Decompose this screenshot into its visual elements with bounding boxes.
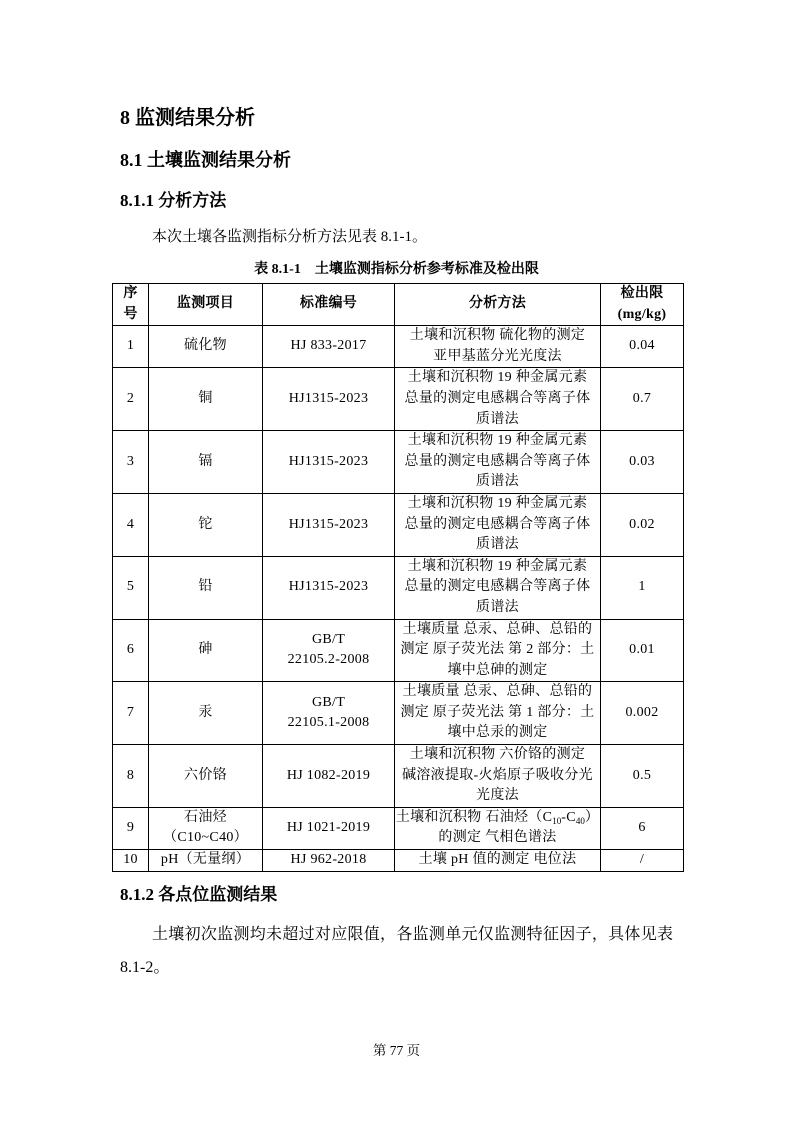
cell-line: 质谱法 (476, 411, 519, 427)
cell-limit (601, 682, 684, 745)
cell-line (395, 808, 600, 829)
cell-line: 铊 (198, 516, 213, 532)
cell-index (113, 493, 149, 556)
cell-line: （C10~C40） (163, 830, 248, 846)
cell-item (149, 850, 263, 872)
table-body (113, 326, 684, 871)
cell-index (113, 850, 149, 872)
table-row (113, 745, 684, 808)
subsection-heading-methods: 8.1.1 分析方法 (120, 191, 227, 210)
cell-index (113, 326, 149, 368)
subscript: 10 (552, 815, 562, 826)
cell-line: 质谱法 (476, 537, 519, 553)
page-number: 第 77 页 (372, 1043, 421, 1058)
cell-text-segment: ） (584, 809, 600, 825)
cell-line: 光度法 (476, 788, 519, 804)
table-header-cell (149, 284, 263, 326)
cell-line: 6 (126, 642, 135, 658)
table-header-cell (113, 284, 149, 326)
cell-line: pH（无量纲） (160, 852, 251, 868)
cell-line: 22105.2-2008 (287, 652, 370, 668)
cell-line: 土壤质量 总汞、总砷、总铅的 (402, 684, 593, 700)
cell-line: 4 (126, 516, 135, 532)
cell-standard (263, 493, 395, 556)
cell-limit (601, 368, 684, 431)
cell-line: 土壤和沉积物 19 种金属元素 (407, 370, 588, 386)
cell-limit (601, 431, 684, 494)
cell-method (395, 807, 601, 849)
cell-line: 土壤质量 总汞、总砷、总铅的 (402, 621, 593, 637)
table-row (113, 556, 684, 619)
cell-line: 总量的测定电感耦合等离子体 (404, 453, 591, 469)
cell-method (395, 556, 601, 619)
cell-index (113, 807, 149, 849)
table-row (113, 619, 684, 682)
cell-line: 3 (126, 453, 135, 469)
cell-line: 0.002 (625, 704, 659, 720)
cell-item (149, 431, 263, 494)
cell-line: HJ 962-2018 (290, 852, 367, 868)
cell-line: 土壤和沉积物 硫化物的测定 (409, 328, 586, 344)
table-header-line: 序 (123, 286, 138, 301)
cell-standard (263, 807, 395, 849)
cell-standard (263, 368, 395, 431)
cell-method (395, 745, 601, 808)
cell-index (113, 431, 149, 494)
table-row (113, 807, 684, 849)
cell-text-segment: -C (561, 809, 576, 825)
table-caption: 表 8.1-1 土壤监测指标分析参考标准及检出限 (254, 262, 539, 277)
cell-index (113, 368, 149, 431)
cell-line: 六价铬 (184, 767, 227, 783)
table-header-line: (mg/kg) (617, 306, 667, 322)
cell-standard (263, 431, 395, 494)
cell-line: 壤中总砷的测定 (447, 662, 548, 678)
cell-line: 铅 (198, 579, 213, 595)
cell-line: 的测定 气相色谱法 (438, 830, 557, 846)
cell-line: HJ 833-2017 (290, 338, 367, 354)
cell-limit (601, 493, 684, 556)
cell-standard (263, 682, 395, 745)
table-row (113, 682, 684, 745)
table-header-cell (395, 284, 601, 326)
cell-standard (263, 850, 395, 872)
chapter-heading: 8 监测结果分析 (120, 107, 255, 129)
section-heading: 8.1 土壤监测结果分析 (120, 150, 291, 170)
cell-line: 土壤和沉积物 19 种金属元素 (407, 495, 588, 511)
cell-item (149, 493, 263, 556)
cell-line: 砷 (198, 642, 213, 658)
cell-method (395, 368, 601, 431)
cell-line: 石油烃 (184, 809, 227, 825)
cell-standard (263, 556, 395, 619)
cell-line: 壤中总汞的测定 (447, 725, 548, 741)
cell-line: 镉 (198, 453, 213, 469)
cell-line: 测定 原子荧光法 第 1 部分：土 (400, 704, 595, 720)
table-row (113, 326, 684, 368)
table-row (113, 850, 684, 872)
methods-intro-paragraph: 本次土壤各监测指标分析方法见表 8.1-1。 (152, 229, 427, 245)
cell-item (149, 682, 263, 745)
cell-standard (263, 326, 395, 368)
cell-line: 8 (126, 767, 135, 783)
cell-limit (601, 556, 684, 619)
cell-limit (601, 850, 684, 872)
table-header-row (113, 284, 684, 326)
cell-line: GB/T (311, 631, 346, 647)
cell-line: 质谱法 (476, 474, 519, 490)
cell-index (113, 682, 149, 745)
cell-line: 0.7 (632, 390, 652, 406)
cell-line: HJ1315-2023 (288, 453, 369, 469)
table-row (113, 368, 684, 431)
cell-line: 22105.1-2008 (287, 715, 370, 731)
cell-index (113, 556, 149, 619)
cell-line: 总量的测定电感耦合等离子体 (404, 390, 591, 406)
cell-line: 2 (126, 390, 135, 406)
cell-line: 9 (126, 820, 135, 836)
cell-line: / (639, 852, 645, 868)
cell-line: 7 (126, 704, 135, 720)
cell-line: 10 (123, 852, 138, 868)
results-paragraph: 土壤初次监测均未超过对应限值，各监测单元仅监测特征因子，具体见表 8.1-2。 (120, 926, 673, 976)
cell-limit (601, 326, 684, 368)
cell-method (395, 326, 601, 368)
cell-line: 铜 (198, 390, 213, 406)
cell-item (149, 745, 263, 808)
cell-line: HJ 1021-2019 (286, 820, 371, 836)
cell-method (395, 431, 601, 494)
table-head (113, 284, 684, 326)
cell-item (149, 619, 263, 682)
cell-line: 0.03 (629, 453, 655, 469)
cell-method (395, 682, 601, 745)
table-header-cell (263, 284, 395, 326)
cell-limit (601, 745, 684, 808)
cell-method (395, 619, 601, 682)
cell-line: 0.01 (629, 642, 655, 658)
cell-line: 土壤和沉积物 六价铬的测定 (409, 747, 586, 763)
subsection-heading-results: 8.1.2 各点位监测结果 (120, 885, 278, 904)
cell-line: 总量的测定电感耦合等离子体 (404, 516, 591, 532)
cell-line: 测定 原子荧光法 第 2 部分：土 (400, 642, 595, 658)
cell-line: 0.04 (629, 338, 655, 354)
cell-standard (263, 745, 395, 808)
cell-standard (263, 619, 395, 682)
cell-line: 总量的测定电感耦合等离子体 (404, 579, 591, 595)
cell-line: 汞 (198, 704, 213, 720)
cell-limit (601, 619, 684, 682)
cell-limit (601, 807, 684, 849)
table-header-line: 分析方法 (468, 296, 527, 312)
cell-line: 土壤和沉积物 19 种金属元素 (407, 558, 588, 574)
cell-line: 0.02 (629, 516, 655, 532)
cell-line: 碱溶液提取-火焰原子吸收分光 (402, 767, 593, 783)
table-header-cell (601, 284, 684, 326)
cell-line: 质谱法 (476, 599, 519, 615)
cell-item (149, 368, 263, 431)
cell-method (395, 850, 601, 872)
cell-line: 1 (638, 579, 646, 595)
cell-item (149, 556, 263, 619)
cell-index (113, 745, 149, 808)
cell-line: 6 (638, 820, 646, 836)
cell-item (149, 807, 263, 849)
cell-line: 0.5 (632, 767, 652, 783)
cell-line: 5 (126, 579, 135, 595)
cell-line: 亚甲基蓝分光光度法 (433, 348, 562, 364)
cell-line: 土壤 pH 值的测定 电位法 (418, 852, 577, 868)
cell-index (113, 619, 149, 682)
cell-line: 硫化物 (184, 338, 227, 354)
table-header-line: 标准编号 (299, 296, 358, 312)
cell-line: GB/T (311, 694, 346, 710)
cell-line: HJ1315-2023 (288, 579, 369, 595)
cell-text-segment: 土壤和沉积物 石油烃（C (395, 809, 553, 825)
cell-line: 土壤和沉积物 19 种金属元素 (407, 433, 588, 449)
cell-method (395, 493, 601, 556)
cell-line: HJ1315-2023 (288, 516, 369, 532)
cell-line: HJ1315-2023 (288, 390, 369, 406)
table-row (113, 431, 684, 494)
analysis-methods-table (112, 283, 684, 872)
cell-line: 1 (126, 338, 135, 354)
subscript: 40 (575, 815, 585, 826)
table-header-line: 监测项目 (176, 296, 235, 312)
table-header-line: 号 (123, 306, 138, 322)
table-row (113, 493, 684, 556)
cell-item (149, 326, 263, 368)
table-header-line: 检出限 (620, 286, 664, 301)
cell-line: HJ 1082-2019 (286, 767, 371, 783)
